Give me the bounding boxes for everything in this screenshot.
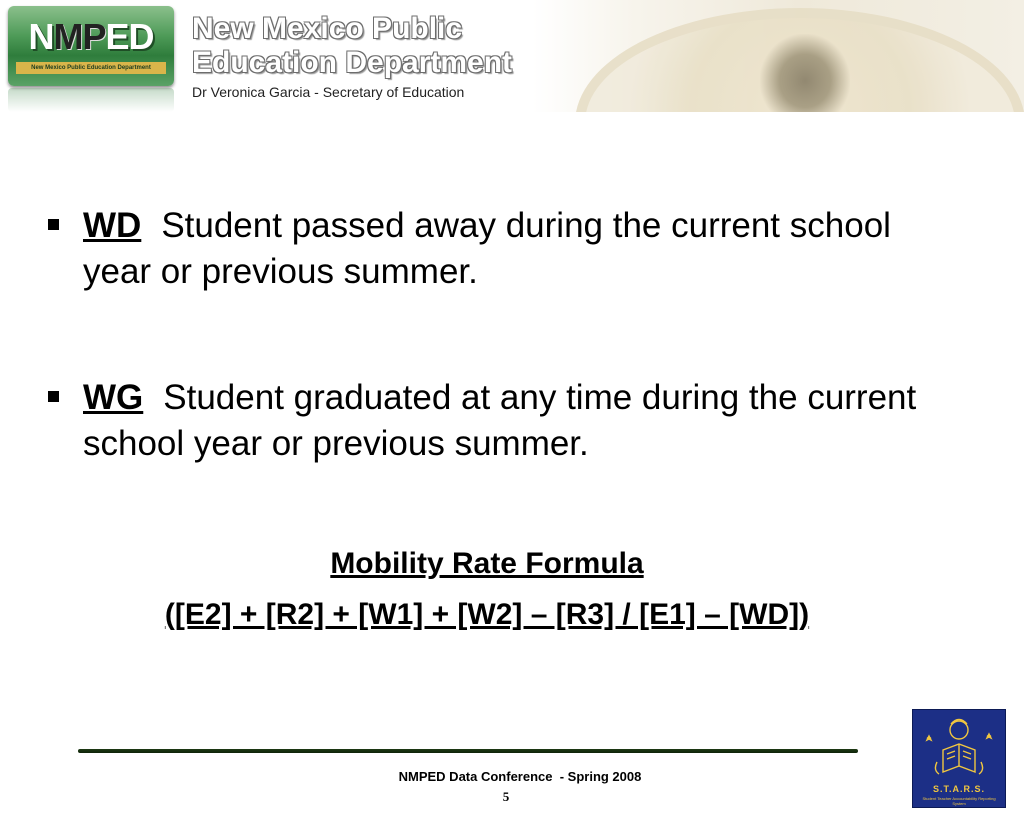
org-name-line-2: Education Department: [192, 46, 513, 79]
code-description: Student graduated at any time during the current school year or previous summer.: [83, 378, 917, 463]
header-banner: [0, 0, 1024, 112]
stars-subtitle: Student Teacher Accountability Reporting System: [922, 796, 996, 806]
stars-logo: [912, 709, 1006, 808]
code-label: WD: [83, 206, 142, 245]
formula-title: Mobility Rate Formula: [330, 547, 644, 580]
page-number: 5: [502, 789, 510, 804]
formula-expression: ([E2] + [R2] + [W1] + [W2] – [R3] / [E1] – [WD]): [164, 598, 810, 631]
footer-divider: [78, 749, 858, 753]
code-description: Student passed away during the current school year or previous summer.: [83, 206, 891, 291]
footer-conference: NMPED Data Conference - Spring 2008: [398, 769, 642, 784]
nmped-logo: [8, 6, 174, 86]
logo-reflection: [8, 88, 174, 112]
logo-subtitle: New Mexico Public Education Department: [16, 62, 166, 74]
secretary-line: Dr Veronica Garcia - Secretary of Education: [192, 84, 465, 100]
code-label: WG: [83, 378, 144, 417]
bullet-marker-icon: [48, 219, 59, 230]
org-name-line-1: New Mexico Public: [192, 12, 463, 45]
stars-title: S.T.A.R.S.: [932, 784, 985, 794]
logo-wordmark: NMPED: [28, 16, 154, 57]
bullet-text: [83, 203, 923, 295]
bullet-marker-icon: [48, 391, 59, 402]
bullet-text: [83, 375, 923, 467]
eagle-icon: [760, 34, 850, 112]
